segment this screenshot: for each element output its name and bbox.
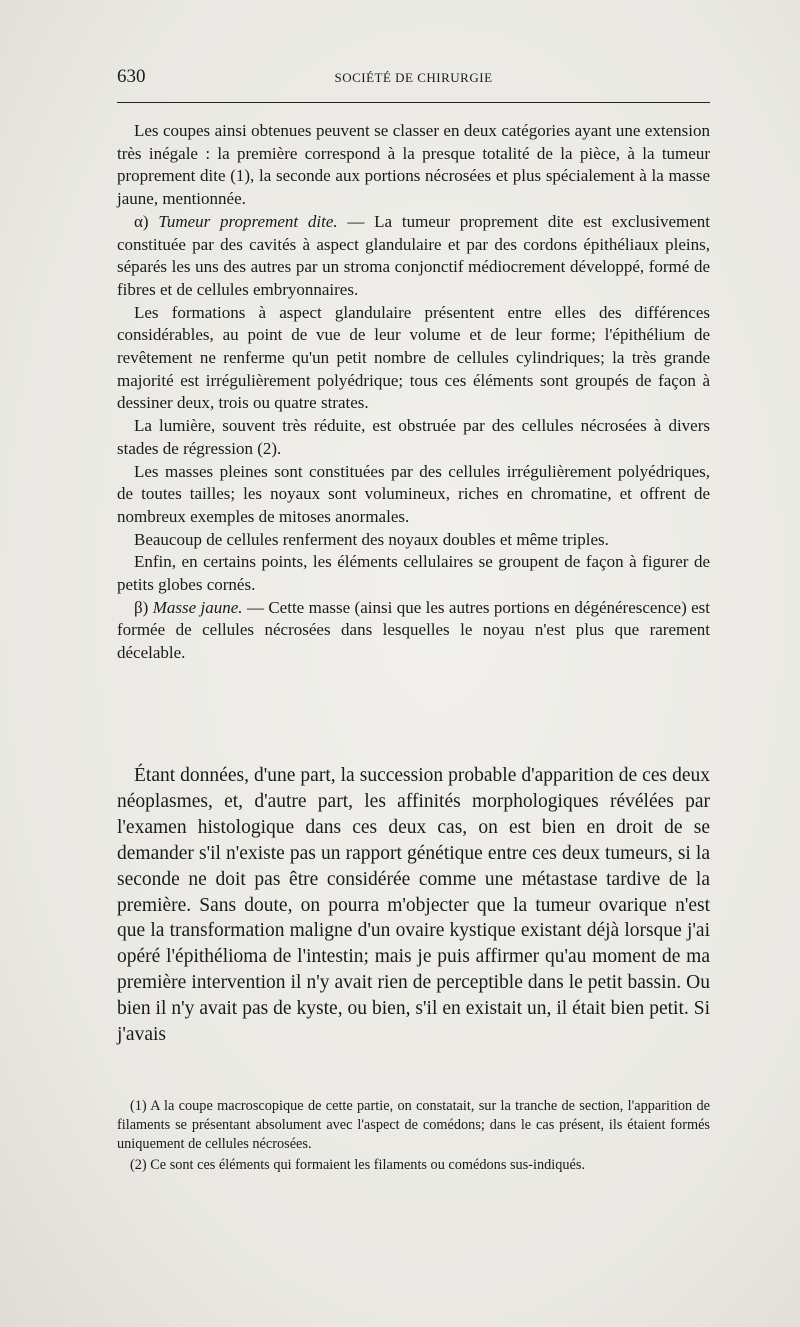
paragraph-lumiere: La lumière, souvent très réduite, est obstruée par des cellules nécrosées à divers stades de régression (2). [117,416,710,458]
paragraph-globes-cornes: Enfin, en certains points, les éléments cellulaires se groupent de façon à figurer de petits globes cornés. [117,552,710,595]
header-rule [117,102,710,103]
section-marker-beta: β) [134,597,153,617]
paragraph-noyaux-doubles: Beaucoup de cellules renferment des noyaux doubles et même triples. [134,529,609,549]
footnotes [117,1097,710,1175]
running-head: SOCIÉTÉ DE CHIRURGIE [334,70,493,85]
footnote-2: (2) Ce sont ces éléments qui formaient les filaments ou comédons sus-indiqués. [130,1157,586,1173]
paragraph-discussion: Étant données, d'une part, la succession probable d'apparition de ces deux néoplasmes, et, d'autre part, les affinités morphologiques révélées par l'examen histologique dans ces deux cas, on est bien en droit de se demander s'il n'existe pas un rapport génétique entre ces deux tumeurs, si la seconde ne doit pas être considérée comme une métastase tardive de la première. Sans doute, on pourra m'objecter que la tumeur ovarique n'est que la transformation maligne d'un ovaire kystique existant déjà lorsque j'ai opéré l'épithélioma de l'intestin; mais je puis affirmer qu'au moment de ma première intervention il n'y avait rien de perceptible dans le petit bassin. Ou bien il n'y avait pas de kyste, ou bien, s'il en existait un, il était bien petit. Si j'avais [117,765,710,1046]
paragraph-tumeur-proprement-dite: α) Tumeur proprement dite. — La tumeur proprement dite est exclusivement constituée par des cavités à aspect glandulaire et par des cordons épithéliaux pleins, séparés les uns des autres par un stroma conjonctif médiocrement développé, formé de fibres et de cellules embryonnaires. [117,211,710,299]
paragraph-masse-jaune: β) Masse jaune. — Cette masse (ainsi que les autres portions en dégénérescence) est formée de cellules nécrosées dans lesquelles le noyau n'est plus que rarement décelable. [117,597,710,663]
main-discussion [117,763,710,1048]
section-marker-alpha: α) [134,211,159,231]
section-heading-masse-jaune: Masse jaune. [152,597,243,617]
section-heading-tumeur: Tumeur proprement dite. [158,211,338,231]
paragraph-sections-classification: Les coupes ainsi obtenues peuvent se classer en deux catégories ayant une extension très inégale : la première correspond à la presque totalité de la pièce, à la tumeur proprement dite (1), la seconde aux portions nécrosées et plus spécialement à la masse jaune, mentionnée. [117,121,710,209]
footnote-1: (1) A la coupe macroscopique de cette partie, on constatait, sur la tranche de section, l'apparition de filaments se présentant absolument avec l'aspect de comédons; dans le cas présent, ils étaient formés uniquement de cellules nécrosées. [117,1098,710,1152]
page-header [117,66,710,90]
paragraph-masses-pleines: Les masses pleines sont constituées par des cellules irrégulièrement polyédriques, de toutes tailles; les noyaux sont volumineux, riches en chromatine, et offrent de nombreux exemples de mitoses anormales. [117,461,710,526]
histology-description [117,120,710,665]
paragraph-formations-glandulaires: Les formations à aspect glandulaire présentent entre elles des différences considérables, au point de vue de leur volume et de leur forme; l'épithélium de revêtement ne renferme qu'un petit nombre de cellules cylindriques; la très grande majorité est irrégulièrement polyédrique; tous ces éléments sont groupés de façon à dessiner deux, trois ou quatre strates. [117,302,710,413]
page-number: 630 [117,66,146,87]
